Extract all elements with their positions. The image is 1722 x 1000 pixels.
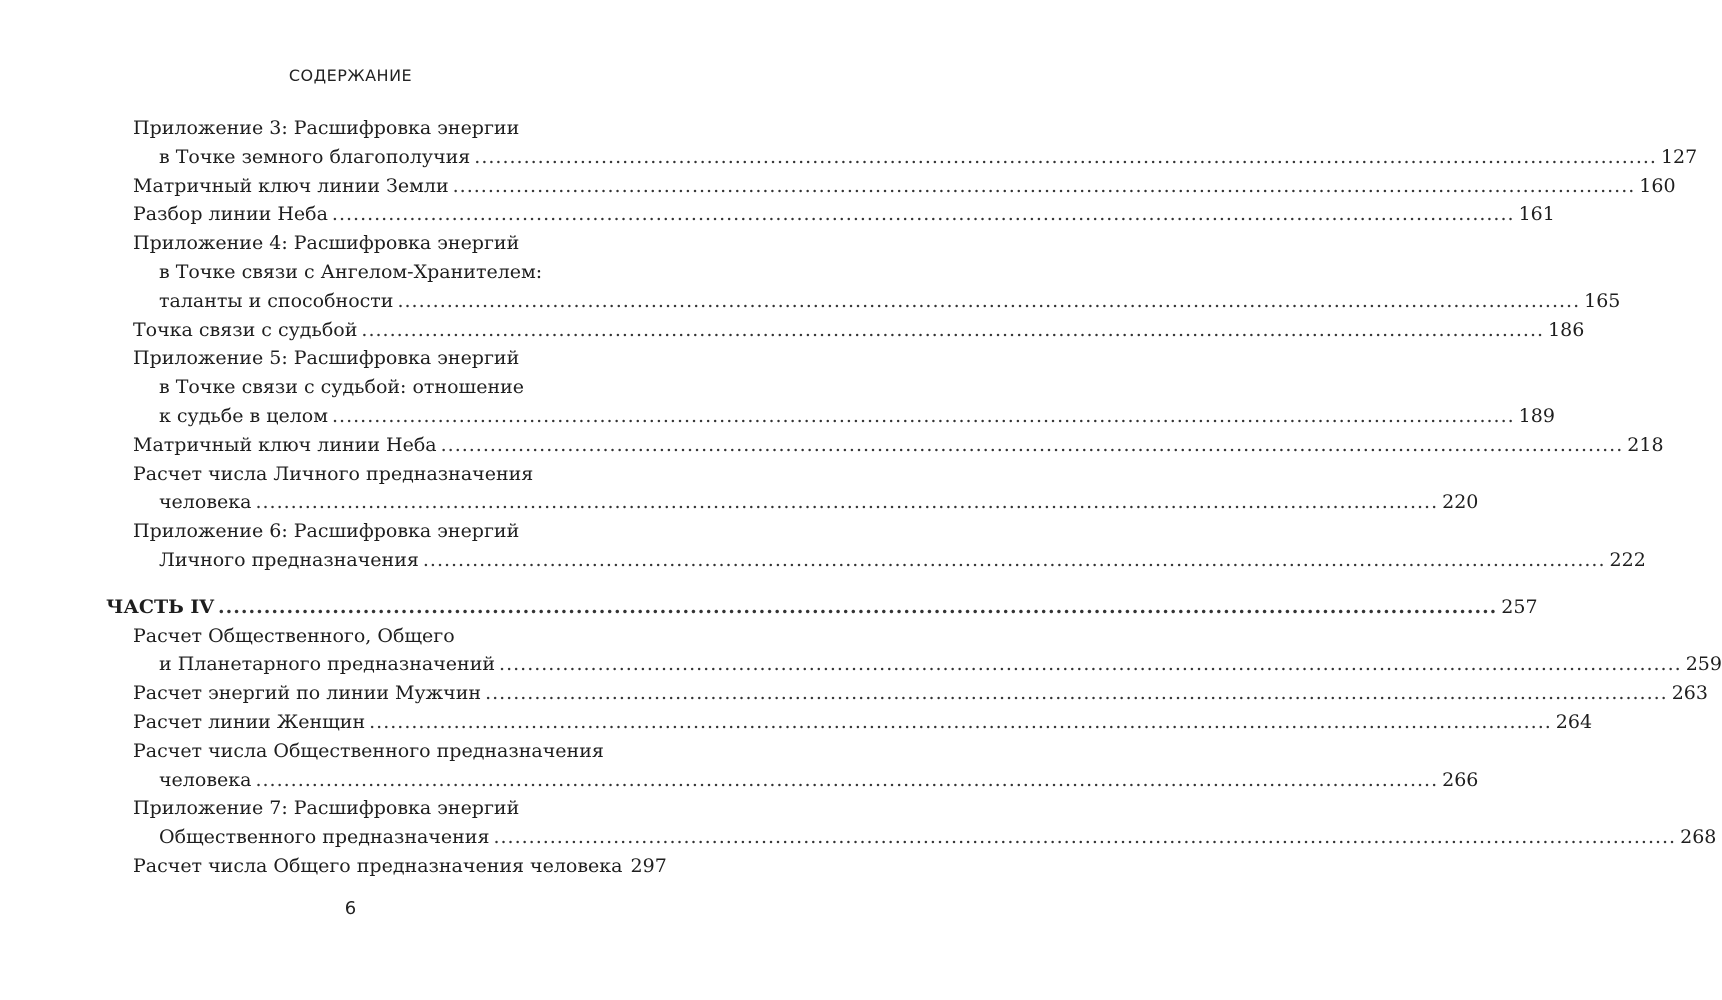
toc-entry[interactable] [106,737,1479,795]
toc-section-part-iii [106,114,1698,575]
toc-entry-title: Приложение 4: Расшифровка энергий [133,232,520,255]
toc-entry-title: Приложение 3: Расшифровка энергии [133,117,520,139]
toc-entry-title: в Точке связи с Ангелом-Хранителем: [159,260,543,283]
toc-section-part-iv [106,622,1722,881]
toc-part-heading[interactable] [106,593,1538,622]
toc-entry-page-number: 161 [1518,203,1555,226]
toc-entry-last-line [106,287,1621,316]
toc-entry-title: Приложение 5: Расшифровка энергий [133,347,520,370]
toc-entry-line [106,460,612,489]
toc-entry-page-number: 268 [1680,826,1717,849]
toc-entry-last-line [106,200,1555,229]
toc-entry-last-line [106,316,1585,345]
toc-entry-page-number: 165 [1584,289,1621,312]
toc-entry-title: Расчет Общественного, Общего [133,624,455,647]
toc-entry[interactable] [106,344,1555,430]
toc-entry-page-number: 264 [1555,710,1593,733]
toc-entry-page-number: 222 [1609,548,1646,571]
leader-dots [441,431,1624,460]
toc-entry-title: в Точке связи с судьбой: отношение [159,376,525,399]
toc-entry[interactable] [106,172,1676,201]
toc-entry-page-number: 266 [1442,768,1479,791]
toc-entry[interactable] [106,460,1479,518]
toc-entry-last-line [106,823,1717,852]
toc-entry-page-number: 127 [1660,145,1698,168]
toc-entry-line [106,517,612,546]
toc-entry-title: Расчет числа Общественного предназначения [133,739,604,762]
toc-entry-last-line [106,650,1722,679]
toc-entry-last-line [106,766,1479,795]
toc-entry-title: Приложение 7: Расшифровка энергий [133,797,520,820]
leader-dots [332,402,1515,431]
toc-entry[interactable] [106,229,1621,315]
toc-entry-page-number: 189 [1518,404,1555,427]
toc-entry-line [106,373,612,402]
toc-entry-line [106,258,612,287]
toc-entry-last-line [106,488,1479,517]
toc-entry-line [106,114,612,143]
toc-entry-page-number: 297 [630,854,667,877]
leader-dots [499,650,1682,679]
toc-entry-title: к судьбе в целом [159,404,328,427]
toc-entry-line [106,737,612,766]
leader-dots [423,546,1606,575]
toc-entry-page-number: 160 [1639,174,1676,197]
toc-entry-title: человека [159,491,252,514]
toc-entry-last-line [106,546,1646,575]
part-label: ЧАСТЬ IV [106,595,215,618]
table-of-contents [106,114,1722,881]
toc-entry-title: Матричный ключ линии Земли [133,174,449,197]
toc-entry-line [106,344,612,373]
toc-entry-title: человека [159,768,252,791]
toc-entry-title: Расчет энергий по линии Мужчин [133,682,482,705]
part-page-number: 257 [1501,595,1538,618]
leader-dots [255,766,1438,795]
toc-entry[interactable] [106,794,1717,852]
page-header: СОДЕРЖАНИЕ [288,66,413,85]
toc-entry-title: Матричный ключ линии Неба [133,433,437,456]
toc-entry-title: и Планетарного предназначений [159,653,496,676]
toc-entry-last-line [106,708,1593,737]
section-gap [106,575,612,593]
leader-dots [332,200,1515,229]
toc-entry-title: Расчет числа Общего предназначения человека [133,854,623,877]
toc-entry-last-line [106,143,1698,172]
toc-entry-last-line [106,431,1664,460]
leader-dots [474,143,1657,172]
toc-entry[interactable] [106,679,1708,708]
toc-entry-title: Общественного предназначения [159,826,490,849]
leader-dots [369,708,1552,737]
toc-entry-title: Точка связи с судьбой [133,318,358,341]
toc-entry-title: Личного предназначения [159,548,419,571]
leader-dots [255,488,1438,517]
toc-entry-title: Приложение 6: Расшифровка энергий [133,520,520,543]
part-line [106,593,1538,622]
toc-entry-line [106,794,612,823]
page-number: 6 [344,898,357,919]
toc-entry-title: Разбор линии Неба [133,203,328,226]
toc-entry-title: Расчет числа Личного предназначения [133,462,534,485]
toc-entry[interactable] [106,708,1593,737]
toc-entry[interactable] [106,200,1555,229]
toc-entry[interactable] [106,114,1698,172]
toc-entry[interactable] [106,316,1585,345]
leader-dots [493,823,1676,852]
toc-entry-page-number: 186 [1548,318,1585,341]
toc-entry-title: Расчет линии Женщин [133,710,366,733]
toc-entry[interactable] [106,852,667,881]
toc-entry-page-number: 218 [1627,433,1664,456]
toc-entry[interactable] [106,517,1646,575]
toc-entry[interactable] [106,622,1722,680]
toc-entry-last-line [106,679,1708,708]
toc-entry-title: таланты и способности [159,289,394,312]
leader-dots [453,172,1636,201]
toc-entry[interactable] [106,431,1664,460]
toc-entry-page-number: 220 [1442,491,1479,514]
toc-entry-last-line [106,172,1676,201]
toc-entry-title: в Точке земного благополучия [159,145,471,168]
toc-entry-last-line [106,852,667,881]
leader-dots [218,593,1497,622]
leader-dots [485,679,1668,708]
toc-entry-page-number: 263 [1671,682,1708,705]
toc-entry-last-line [106,402,1555,431]
leader-dots [361,316,1544,345]
toc-entry-line [106,229,612,258]
toc-entry-line [106,622,612,651]
toc-entry-page-number: 259 [1685,653,1722,676]
leader-dots [397,287,1580,316]
